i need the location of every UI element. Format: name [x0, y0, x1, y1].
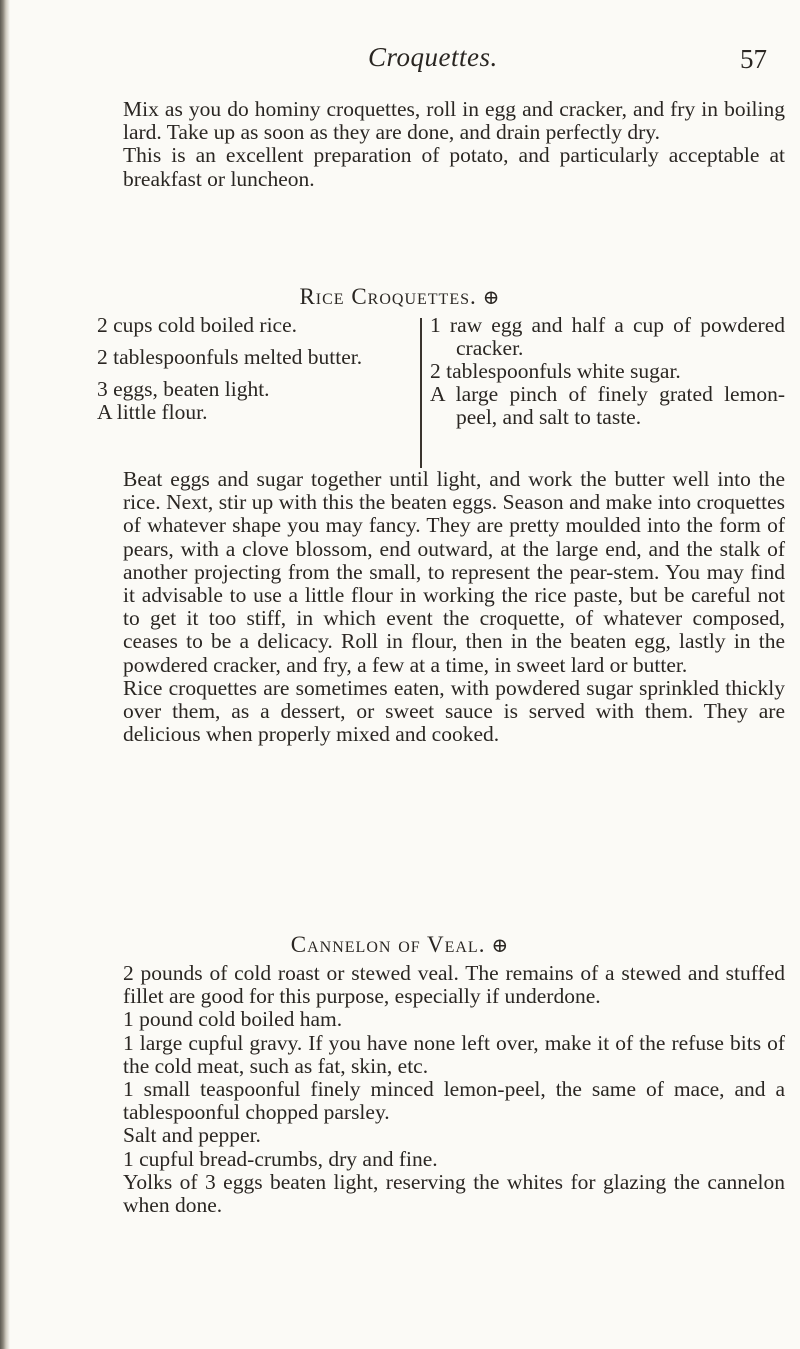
rice-croquettes-heading: [0, 284, 800, 310]
method-paragraph: Rice croquettes are sometimes eaten, with powdered sugar sprinkled thickly over them, as a dessert, or sweet sauce is served with them. They are delicious when properly mixed and cooked.: [123, 675, 785, 747]
ingredient-item: 1 pound cold boiled ham.: [123, 1007, 343, 1032]
ingredient-item: 1 small teaspoonful finely minced lemon-peel, the same of mace, and a tablespoonful chopped parsley.: [123, 1077, 785, 1125]
rice-ingredients-left-column: [97, 314, 409, 424]
ingredient-item: 2 tablespoonfuls melted butter.: [97, 345, 363, 369]
rice-croquettes-title: Rice Croquettes.: [299, 284, 477, 309]
ingredient-item: 1 raw egg and half a cup of powdered cracker.: [430, 313, 785, 360]
intro-text: [97, 98, 785, 191]
rice-ingredients-right-column: [430, 314, 785, 429]
ingredient-item: 2 tablespoonfuls white sugar.: [430, 359, 681, 383]
intro-paragraph: This is an excellent preparation of potato, and particularly acceptable at breakfast or luncheon.: [123, 143, 785, 191]
ingredient-item: 1 large cupful gravy. If you have none left over, make it of the refuse bits of the cold meat, such as fat, skin, etc.: [123, 1030, 785, 1078]
ingredient-item: Yolks of 3 eggs beaten light, reserving the whites for glazing the cannelon when done.: [123, 1169, 785, 1218]
ingredient-item: 1 cupful bread-crumbs, dry and fine.: [123, 1146, 438, 1171]
cannelon-ingredients: [97, 962, 785, 1217]
ingredient-item: 2 cups cold boiled rice.: [97, 313, 298, 337]
cannelon-title: Cannelon of Veal.: [290, 932, 486, 957]
ingredient-item: Salt and pepper.: [123, 1123, 261, 1148]
ingredient-item: 3 eggs, beaten light.: [97, 377, 270, 401]
ingredient-item: A little flour.: [97, 400, 208, 424]
ingredient-item: A large pinch of finely grated lemon-peel, and salt to taste.: [430, 382, 785, 429]
recipe-mark-icon: ⊕: [491, 935, 510, 957]
page-number: 57: [740, 44, 767, 74]
ingredient-item: 2 pounds of cold roast or stewed veal. The remains of a stewed and stuffed fillet are good for this purpose, especially if underdone.: [123, 961, 785, 1009]
recipe-mark-icon: ⊕: [482, 287, 501, 309]
rice-ingredients: [97, 314, 785, 468]
column-divider: [420, 318, 422, 468]
running-title: Croquettes.: [368, 42, 498, 72]
rice-method-text: [97, 468, 785, 746]
method-paragraph: Beat eggs and sugar together until light, and work the butter well into the rice. Next, stir up with this the beaten eggs. Season and make into croquettes of whatever shape you may fancy. They are pretty moulded into the form of pears, with a clove blossom, end outward, at the large end, and the stalk of another projecting from the small, to represent the pear-stem. You may find it advisable to use a little flour in working the rice paste, but be careful not to get it too stiff, in which event the croquette, of whatever composed, ceases to be a delicacy. Roll in flour, then in the beaten egg, lastly in the powdered cracker, and fry, a few at a time, in sweet lard or butter.: [123, 467, 785, 677]
page-header: [0, 42, 800, 82]
page-gutter-edge: [0, 0, 10, 1349]
cannelon-heading: [0, 932, 800, 958]
intro-paragraph: Mix as you do hominy croquettes, roll in egg and cracker, and fry in boiling lard. Take up as soon as they are done, and drain perfectly dry.: [123, 97, 785, 145]
